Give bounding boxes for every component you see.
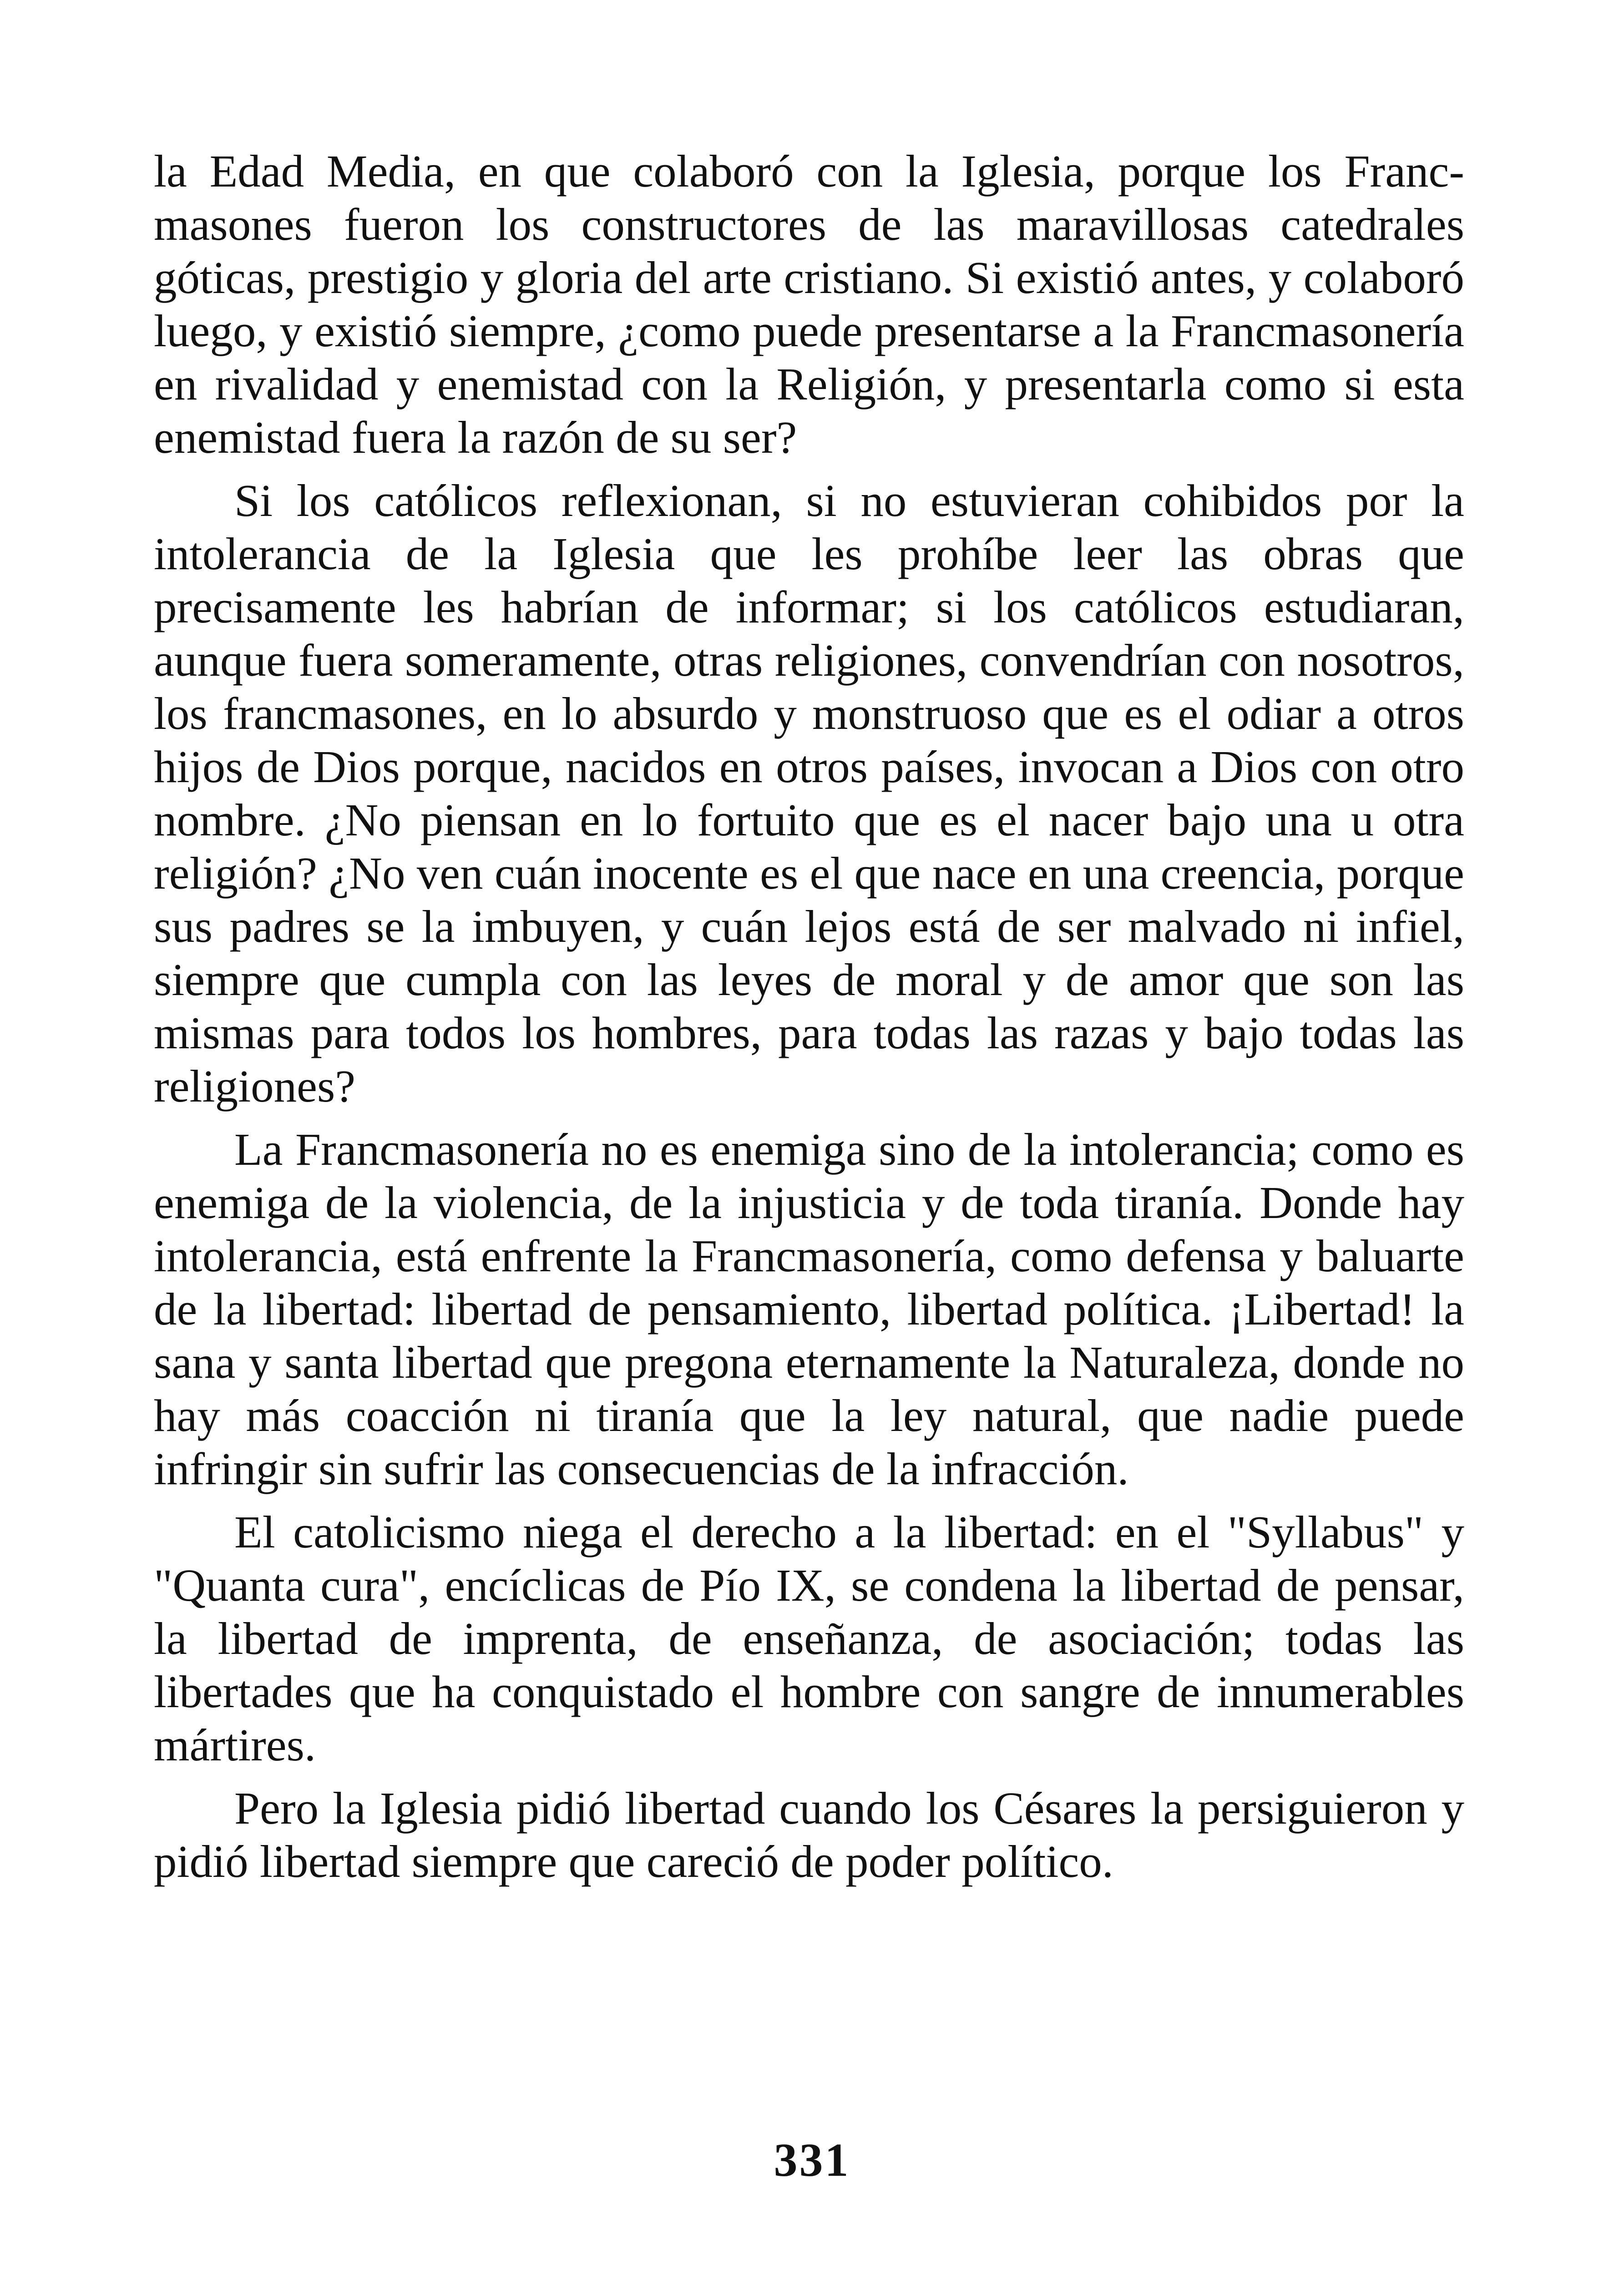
paragraph-catolicismo-libertad: El catolicismo niega el derecho a la libertad: en el "Syllabus" y "Quanta cura", encíclicas de Pío IX, se condena la libertad de pensar, la libertad de imprenta, de enseñanza, de asociación; todas las libertades que ha conquistado el hombre con sangre de innumerables mártires. xyxy=(154,1507,1464,1770)
paragraph-iglesia-pidio-libertad: Pero la Iglesia pidió libertad cuando los Césares la persiguieron y pidió libertad siempre que careció de poder político. xyxy=(154,1783,1464,1887)
page-body xyxy=(154,145,1464,1898)
paragraph-francmasoneria-intolerancia: La Francmasonería no es enemiga sino de la intolerancia; como es enemiga de la violencia, de la injusticia y de toda tiranía. Donde hay intolerancia, está enfrente la Francmasonería, como defensa y baluarte de la libertad: libertad de pensamiento, libertad política. ¡Libertad! la sana y santa libertad que pregona eternamente la Naturaleza, donde no hay más coacción ni tiranía que la ley natural, que nadie puede infringir sin sufrir las consecuencias de la infracción. xyxy=(154,1124,1464,1494)
paragraph-catolicos-reflexionan: Si los católicos reflexionan, si no estuvieran cohibidos por la intolerancia de la Iglesia que les prohíbe leer las obras que precisamente les habrían de informar; si los católicos estudiaran, aunque fuera someramente, otras religiones, convendrían con nosotros, los francmasones, en lo absurdo y monstruoso que es el odiar a otros hijos de Dios porque, nacidos en otros países, invocan a Dios con otro nombre. ¿No piensan en lo fortuito que es el nacer bajo una u otra religión? ¿No ven cuán inocente es el que nace en una creencia, porque sus padres se la imbuyen, y cuán lejos está de ser malvado ni infiel, siempre que cumpla con las leyes de moral y de amor que son las mismas para todos los hombres, para todas las razas y bajo todas las religiones? xyxy=(154,475,1464,1112)
page-number: 331 xyxy=(774,2134,850,2186)
paragraph-continuation: la Edad Media, en que colaboró con la Iglesia, porque los Francmasones fueron los constructores de las maravillosas catedrales góticas, prestigio y gloria del arte cristiano. Si existió antes, y colaboró luego, y existió siempre, ¿como puede presentarse a la Francmasonería en rivalidad y enemistad con la Religión, y presentarla como si esta enemistad fuera la razón de su ser? xyxy=(154,146,1464,463)
